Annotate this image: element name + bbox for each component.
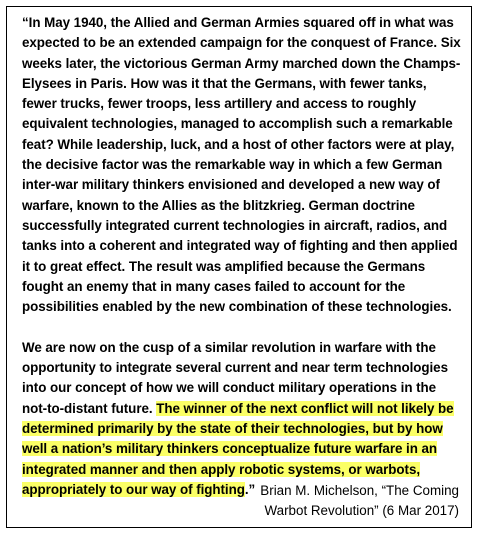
quote-paragraph-2-text: We are now on the cusp of a similar revolution in warfare with the opportunity to integrate several current and near term technologies into our concept of how we will conduct military operations in the not-to-distant future. — [22, 339, 448, 416]
attribution-line-2: Warbot Revolution” (6 Mar 2017) — [264, 502, 459, 518]
quote-paragraph-1: “In May 1940, the Allied and German Armies squared off in what was expected to be an extended campaign for the conquest of France. Six weeks later, the victorious German Army marched down the Champs-Elysees in Paris. How was it that the Germans, with fewer tanks, fewer trucks, fewer troops, less artillery and access to roughly equivalent technologies, managed to accomplish such a remarkable feat? While leadership, luck, and a host of other factors were at play, the decisive factor was the remarkable way in which a few German inter-war military thinkers envisioned and developed a new way of warfare, known to the Allies as the blitzkrieg. German doctrine successfully integrated current technologies in aircraft, radios, and tanks into a coherent and integrated way of fighting and then applied it to great effect. The result was amplified because the Germans fought an enemy that in many cases failed to account for the possibilities enabled by the new combination of these technologies. — [22, 15, 461, 315]
quote-box — [6, 6, 472, 528]
quote-paragraph-2 — [22, 338, 461, 500]
highlighted-passage: The winner of the next conflict will not likely be determined primarily by the state of their technologies, but by how well a nation’s military thinkers conceptualize future warfare in an integrated manner and then apply robotic systems, or warbots, appropriately to our way of fighting — [22, 400, 454, 497]
attribution — [260, 481, 459, 520]
closing-quote: .” — [244, 481, 256, 497]
attribution-line-1: Brian M. Michelson, “The Coming — [260, 483, 459, 498]
